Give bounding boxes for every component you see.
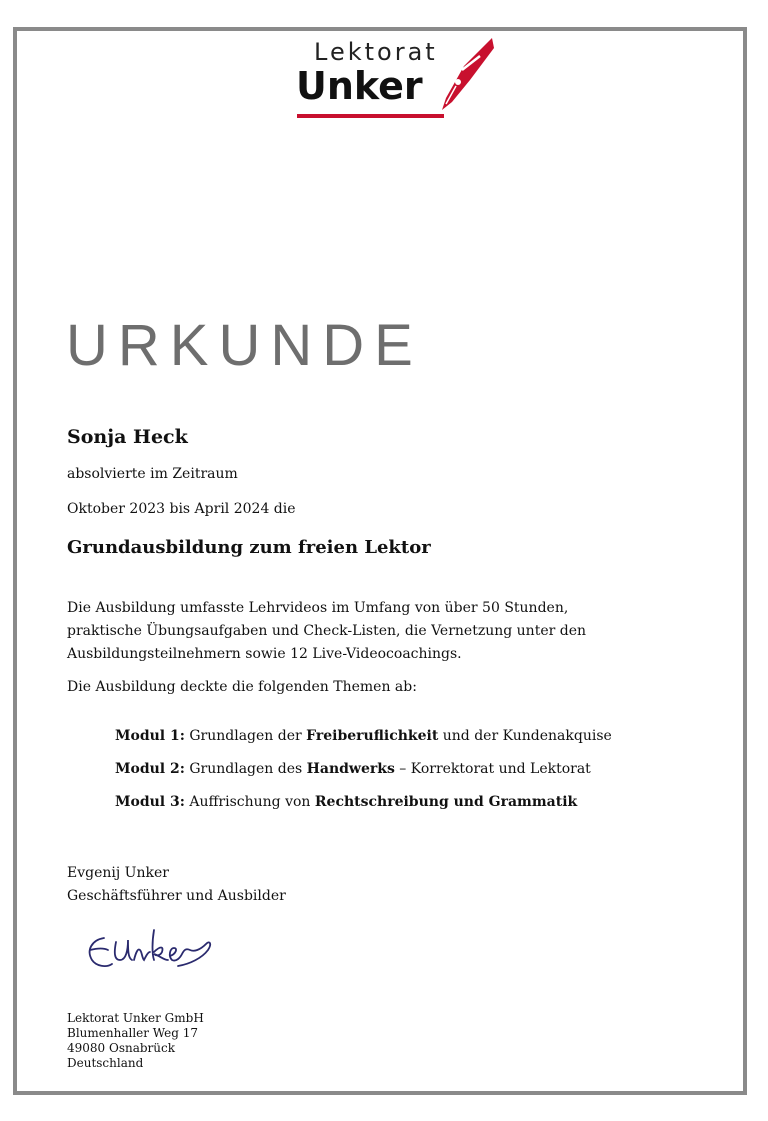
address-city: 49080 Osnabrück xyxy=(67,1041,176,1055)
module-label: Modul 1: xyxy=(115,728,185,744)
description-line: praktische Übungsaufgaben und Check-Listen, die Vernetzung unter den xyxy=(67,623,587,639)
topics-intro: Die Ausbildung deckte die folgenden Themen ab: xyxy=(67,679,417,695)
module-label: Modul 2: xyxy=(115,761,185,777)
logo-text-main: Unker xyxy=(296,64,423,108)
company-logo xyxy=(296,30,496,140)
logo-text-top: Lektorat xyxy=(314,38,438,66)
course-title: Grundausbildung zum freien Lektor xyxy=(67,537,431,558)
module-text: Auffrischung von xyxy=(184,794,315,810)
module-item xyxy=(115,794,735,827)
course-description xyxy=(67,597,667,699)
company-address xyxy=(67,1011,204,1071)
module-text: und der Kundenakquise xyxy=(438,728,612,744)
module-text: – Korrektorat und Lektorat xyxy=(394,761,591,777)
recipient-name: Sonja Heck xyxy=(67,426,188,448)
signer-block xyxy=(67,862,286,908)
module-item xyxy=(115,728,735,761)
module-list xyxy=(115,728,735,827)
module-text: Grundlagen des xyxy=(184,761,307,777)
module-item xyxy=(115,761,735,794)
period-text: Oktober 2023 bis April 2024 die xyxy=(67,501,296,517)
module-highlight: Rechtschreibung und Grammatik xyxy=(314,794,578,810)
address-street: Blumenhaller Weg 17 xyxy=(67,1026,199,1040)
handwritten-signature xyxy=(82,920,222,980)
address-company: Lektorat Unker GmbH xyxy=(67,1011,204,1025)
description-line: Ausbildungsteilnehmern sowie 12 Live-Videocoachings. xyxy=(67,646,462,662)
logo-underline xyxy=(297,114,444,118)
certificate-title: URKUNDE xyxy=(66,313,423,378)
module-highlight: Freiberuflichkeit xyxy=(306,728,439,744)
signer-name: Evgenij Unker xyxy=(67,865,169,881)
period-intro: absolvierte im Zeitraum xyxy=(67,466,238,482)
description-line: Die Ausbildung umfasste Lehrvideos im Umfang von über 50 Stunden, xyxy=(67,600,569,616)
module-highlight: Handwerks xyxy=(306,761,395,777)
fountain-pen-nib-icon xyxy=(434,36,496,116)
module-text: Grundlagen der xyxy=(184,728,307,744)
address-country: Deutschland xyxy=(67,1056,144,1070)
signer-role: Geschäftsführer und Ausbilder xyxy=(67,888,286,904)
module-label: Modul 3: xyxy=(115,794,185,810)
